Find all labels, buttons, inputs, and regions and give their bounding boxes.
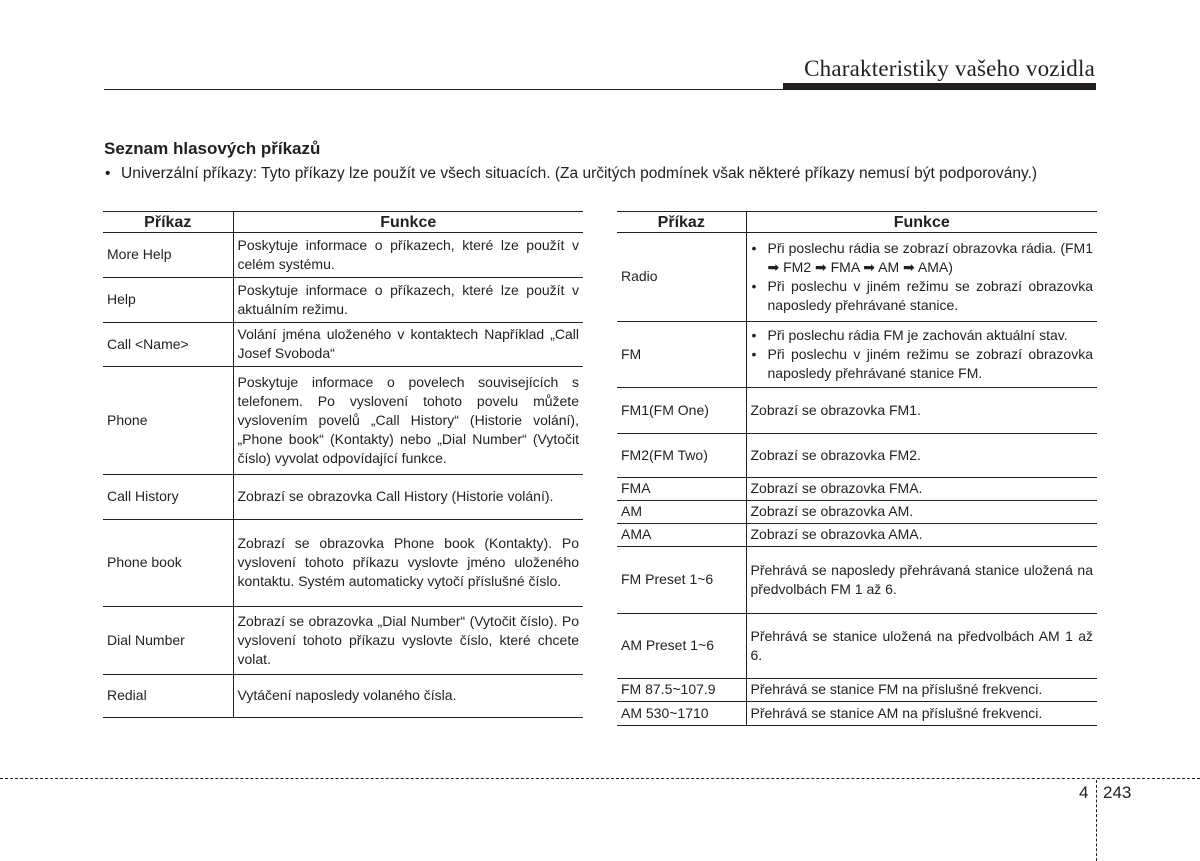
function-cell [746, 322, 1097, 388]
function-cell: Přehrává se naposledy přehrávaná stanice uložená na předvolbách FM 1 až 6. [746, 547, 1097, 614]
table-row [617, 478, 1097, 501]
command-cell: More Help [103, 233, 233, 278]
command-cell: FM 87.5~107.9 [617, 679, 746, 702]
command-cell: AM Preset 1~6 [617, 614, 746, 679]
column-header-command: Příkaz [617, 212, 746, 233]
function-cell: Přehrává se stanice AM na příslušné frekvenci. [746, 702, 1097, 726]
command-cell: Call <Name> [103, 323, 233, 367]
command-cell: FM [617, 322, 746, 388]
function-cell: Volání jména uloženého v kontaktech Například „Call Josef Svoboda“ [233, 323, 583, 367]
table-row [617, 547, 1097, 614]
list-item [751, 239, 1094, 277]
column-header-function: Funkce [746, 212, 1097, 233]
function-cell: Přehrává se stanice uložená na předvolbách AM 1 až 6. [746, 614, 1097, 679]
function-cell: Zobrazí se obrazovka Phone book (Kontakty). Po vyslovení tohoto příkazu vyslovte jméno uloženého kontaktu. Systém automaticky vytočí příslušné číslo. [233, 520, 583, 607]
column-header-command: Příkaz [103, 212, 233, 233]
command-cell: Redial [103, 675, 233, 718]
function-cell: Zobrazí se obrazovka AM. [746, 501, 1097, 524]
table-row [103, 367, 583, 475]
command-cell: Phone book [103, 520, 233, 607]
command-cell: FM1(FM One) [617, 388, 746, 434]
intro-paragraph [104, 164, 1096, 183]
table-row [103, 607, 583, 675]
chapter-number: 4 [1079, 783, 1089, 802]
list-item-text: Při poslechu rádia FM je zachován aktuální stav. [767, 326, 1068, 343]
bullet-icon: • [751, 239, 757, 256]
function-cell: Zobrazí se obrazovka FM1. [746, 388, 1097, 434]
table-row [617, 524, 1097, 547]
table-row [103, 233, 583, 278]
bullet-icon: • [751, 326, 757, 343]
command-cell: Call History [103, 475, 233, 520]
function-cell: Poskytuje informace o povelech souvisejících s telefonem. Po vyslovení tohoto povelu můžete vyslovením povelů „Call History“ (Historie volání), „Phone book“ (Kontakty) nebo „Dial Number“ (Vytočit číslo) vyvolat odpovídající funkce. [233, 367, 583, 475]
function-cell: Zobrazí se obrazovka FM2. [746, 434, 1097, 478]
section-heading: Seznam hlasových příkazů [104, 139, 321, 158]
page-number-divider [1096, 780, 1097, 861]
function-cell: Vytáčení naposledy volaného čísla. [233, 675, 583, 718]
page-header-title: Charakteristiky vašeho vozidla [804, 56, 1095, 81]
table-row [617, 322, 1097, 388]
list-item-text: Při poslechu rádia se zobrazí obrazovka rádia. (FM1 ➡ FM2 ➡ FMA ➡ AM ➡ AMA) [767, 239, 1093, 275]
function-cell: Přehrává se stanice FM na příslušné frekvenci. [746, 679, 1097, 702]
function-cell: Zobrazí se obrazovka „Dial Number“ (Vytočit číslo). Po vyslovení tohoto příkazu vyslovte číslo, které chcete volat. [233, 607, 583, 675]
table-row [617, 233, 1097, 322]
function-bullet-list [751, 326, 1094, 383]
column-header-function: Funkce [233, 212, 583, 233]
list-item [751, 326, 1094, 345]
function-bullet-list [751, 239, 1094, 315]
bullet-icon: • [751, 277, 757, 294]
table-row [617, 501, 1097, 524]
command-cell: FMA [617, 478, 746, 501]
table-row [103, 520, 583, 607]
header-rule-accent [783, 83, 1096, 90]
command-cell: Phone [103, 367, 233, 475]
table-row [617, 702, 1097, 726]
table-row [103, 475, 583, 520]
function-cell: Zobrazí se obrazovka Call History (Historie volání). [233, 475, 583, 520]
table-row [103, 323, 583, 367]
command-cell: Help [103, 278, 233, 323]
list-item-text: Při poslechu v jiném režimu se zobrazí obrazovka naposledy přehrávané stanice FM. [767, 345, 1093, 381]
universal-commands-table [103, 211, 583, 718]
command-cell: Radio [617, 233, 746, 322]
list-item [751, 277, 1094, 315]
function-cell: Zobrazí se obrazovka FMA. [746, 478, 1097, 501]
function-cell [746, 233, 1097, 322]
table-row [617, 434, 1097, 478]
command-cell: AM [617, 501, 746, 524]
table-header-row [103, 212, 583, 233]
table-row [103, 675, 583, 718]
function-cell: Poskytuje informace o příkazech, které lze použít v celém systému. [233, 233, 583, 278]
function-cell: Zobrazí se obrazovka AMA. [746, 524, 1097, 547]
bullet-icon: • [751, 345, 757, 362]
intro-text: Univerzální příkazy: Tyto příkazy lze použít ve všech situacích. (Za určitých podmínek však některé příkazy nemusí být podporovány.) [121, 165, 1038, 182]
table-row [103, 278, 583, 323]
list-item-text: Při poslechu v jiném režimu se zobrazí obrazovka naposledy přehrávané stanice. [767, 277, 1093, 313]
footer-dashed-rule [0, 778, 1200, 779]
table-row [617, 614, 1097, 679]
command-cell: FM Preset 1~6 [617, 547, 746, 614]
command-cell: Dial Number [103, 607, 233, 675]
function-cell: Poskytuje informace o příkazech, které lze použít v aktuálním režimu. [233, 278, 583, 323]
table-row [617, 388, 1097, 434]
command-cell: FM2(FM Two) [617, 434, 746, 478]
list-item [751, 345, 1094, 383]
table-row [617, 679, 1097, 702]
bullet-icon: • [105, 165, 111, 182]
command-cell: AMA [617, 524, 746, 547]
command-cell: AM 530~1710 [617, 702, 746, 726]
page-number: 243 [1103, 783, 1132, 802]
table-header-row [617, 212, 1097, 233]
radio-commands-table [617, 211, 1097, 726]
